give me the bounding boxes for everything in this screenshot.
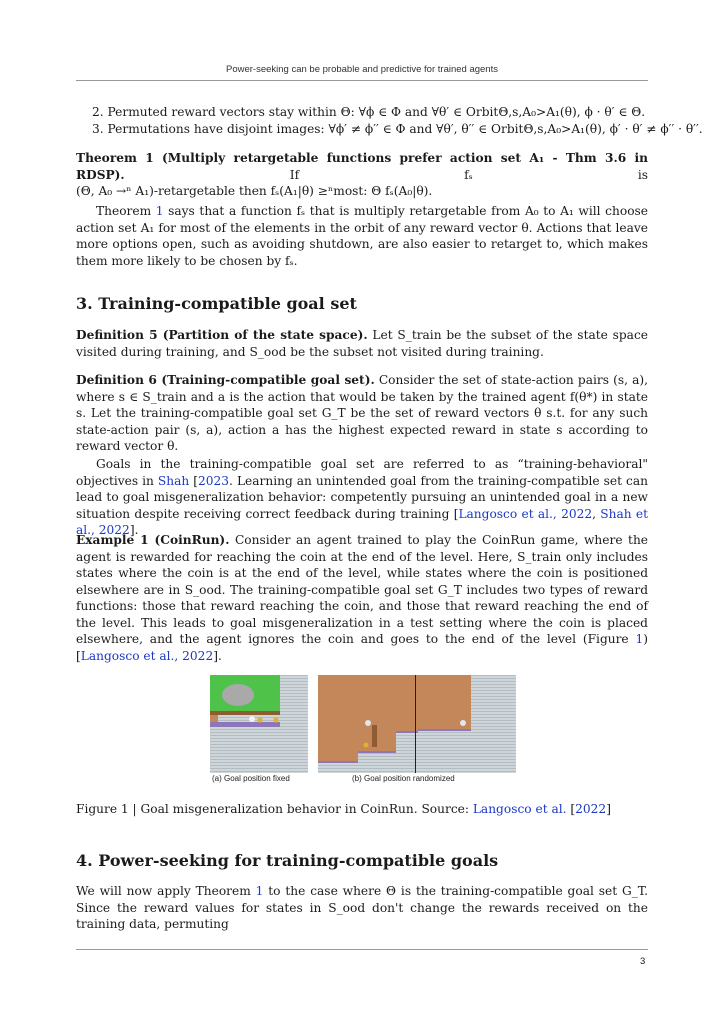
theorem-1-heading: Theorem 1 (Multiply retargetable functions prefer action set A₁ - Thm 3.6 in RDSP). (76, 151, 648, 182)
coin (257, 717, 262, 722)
footer-rule (76, 949, 648, 950)
paragraph-training-behavioral: Goals in the training-compatible goal set are referred to as “training-behavioral" objectives in Shah [2023. Learning an unintended goal from the training-compatible set can lead to goal misgeneralization behavior: competently pursuing an unintended goal in a new situation despite receiving correct feedback during training [Langosco et al., 2022, Shah et al., 2022]. (76, 457, 648, 537)
definition-6-heading: Definition 6 (Training-compatible goal set). (76, 373, 375, 387)
agent (249, 716, 255, 722)
caption-year-link[interactable]: 2022 (575, 802, 607, 816)
para1-start: Theorem (96, 204, 156, 218)
langosco-ref-link[interactable]: Langosco et al., 2022 (458, 506, 593, 521)
para2-middle: . Learning an unintended goal from the training-compatible set can lead to goal misgeneralization behavior: competently pursuing an unintended goal in a new situation despite receiving correct feedback during training [ (76, 473, 648, 521)
list-item-2: 2. Permuted reward vectors stay within Θ: ∀ϕ ∈ Φ and ∀θ′ ∈ OrbitΘ,s,A₀>A₁(θ), ϕ · θ′ ∈ Θ. (92, 105, 646, 119)
definition-5-text: Let S_train be the subset of the state space visited during training, and S_ood be the subset not visited during training. (76, 328, 648, 359)
figure-ref-link[interactable]: 1 (635, 632, 644, 646)
list-item-3: 3. Permutations have disjoint images: ∀ϕ′ ≠ ϕ′′ ∈ Φ and ∀θ′, θ′′ ∈ OrbitΘ,s,A₀>A₁(θ), ϕ′ · θ′ ≠ ϕ′′ · θ′′. (92, 122, 703, 136)
example-1 (76, 532, 648, 664)
crate (372, 725, 377, 747)
caption-ref-link[interactable]: Langosco et al. (472, 802, 567, 816)
subcaption-b: (b) Goal position randomized (352, 774, 455, 783)
definition-5 (76, 327, 648, 360)
example-1-text: Consider an agent trained to play the CoinRun game, where the agent is rewarded for reaching the coin at the end of the level. Here, S_train only includes states where the coin is at the end of the level, while states where the coin is positioned elsewhere are in S_ood. The training-compatible goal set G_T includes two types of reward functions: those that reward reaching the coin, and those that reward reaching the end of the level. This leads to goal misgeneralization in a test setting where the coin is placed elsewhere, and the agent ignores the coin and goes to the end of the level (Figure (76, 533, 649, 646)
definition-6 (76, 372, 648, 455)
page-number: 3 (640, 956, 646, 967)
theorem-1 (76, 150, 648, 200)
example-1-end: ]. (213, 648, 222, 663)
panel-b-goal-randomized (318, 675, 516, 773)
theorem-1-line2: (Θ, A₀ →ⁿ A₁)-retargetable then fₛ(A₁|θ) ≥ⁿmost: Θ fₛ(A₀|θ). (76, 184, 433, 198)
definition-5-heading: Definition 5 (Partition of the state space). (76, 328, 368, 342)
paragraph-apply-theorem (76, 883, 648, 933)
example-1-heading: Example 1 (CoinRun). (76, 533, 230, 547)
figure-1 (210, 675, 516, 785)
coinrun-panels (210, 675, 516, 773)
theorem-ref-link-2[interactable]: 1 (255, 884, 264, 898)
para2-sep: , (592, 506, 601, 521)
para1-rest: says that a function fₛ that is multiply retargetable from A₀ to A₁ will choose action set A₁ for most of the elements in the orbit of any reward vector θ. Actions that leave more options open, such as avoiding shutdown, are also easier to retarget to, which makes them more likely to be chosen by fₛ. (76, 204, 648, 268)
shah-year-link[interactable]: 2023 (198, 473, 230, 488)
panel-a-goal-fixed (210, 675, 308, 773)
paragraph-theorem-explanation (76, 203, 648, 269)
subcaption-a: (a) Goal position fixed (212, 774, 290, 783)
example-1-mid: ) [ (76, 632, 648, 663)
running-title: Power-seeking can be probable and predictive for trained agents (226, 64, 498, 75)
header-rule (76, 80, 648, 81)
shah-ref-link[interactable]: Shah (157, 473, 190, 488)
para3-start: We will now apply Theorem (76, 884, 256, 898)
para3-rest: to the case where Θ is the training-compatible goal set G_T. Since the reward values for states in S_ood don't change the rewards received on the training data, permuting (76, 884, 649, 931)
figure-caption-text: Figure 1 | Goal misgeneralization behavior in CoinRun. Source: (76, 802, 473, 816)
theorem-ref-link[interactable]: 1 (155, 204, 164, 218)
para2-start: Goals in the training-compatible goal set are referred to as “training-behavioral" objectives in (76, 457, 648, 488)
panel-divider (415, 675, 416, 773)
coin-b (364, 743, 369, 748)
langosco-2022-ref-link[interactable]: Langosco et al., 2022 (80, 648, 214, 663)
section-4-title: 4. Power-seeking for training-compatible goals (76, 851, 499, 870)
section-3-title: 3. Training-compatible goal set (76, 294, 357, 313)
shah-2022-ref-link[interactable]: Shah et al., 2022 (76, 506, 648, 537)
theorem-1-line1-tail: If fₛ is (289, 167, 649, 182)
agent-b (365, 720, 371, 726)
para2-end: ]. (129, 523, 139, 537)
definition-6-text: Consider the set of state-action pairs (s, a), where s ∈ S_train and a is the action that would be taken by the trained agent f(θ*) in state s. Let the training-compatible goal set G_T be the set of reward vectors θ s.t. for any such state-action pair (s, a), action a has the highest expected reward in state s according to reward vector θ. (76, 373, 648, 453)
boulder (222, 684, 254, 706)
figure-caption: Figure 1 | Goal misgeneralization behavior in CoinRun. Source: Langosco et al. [2022] (76, 802, 611, 816)
